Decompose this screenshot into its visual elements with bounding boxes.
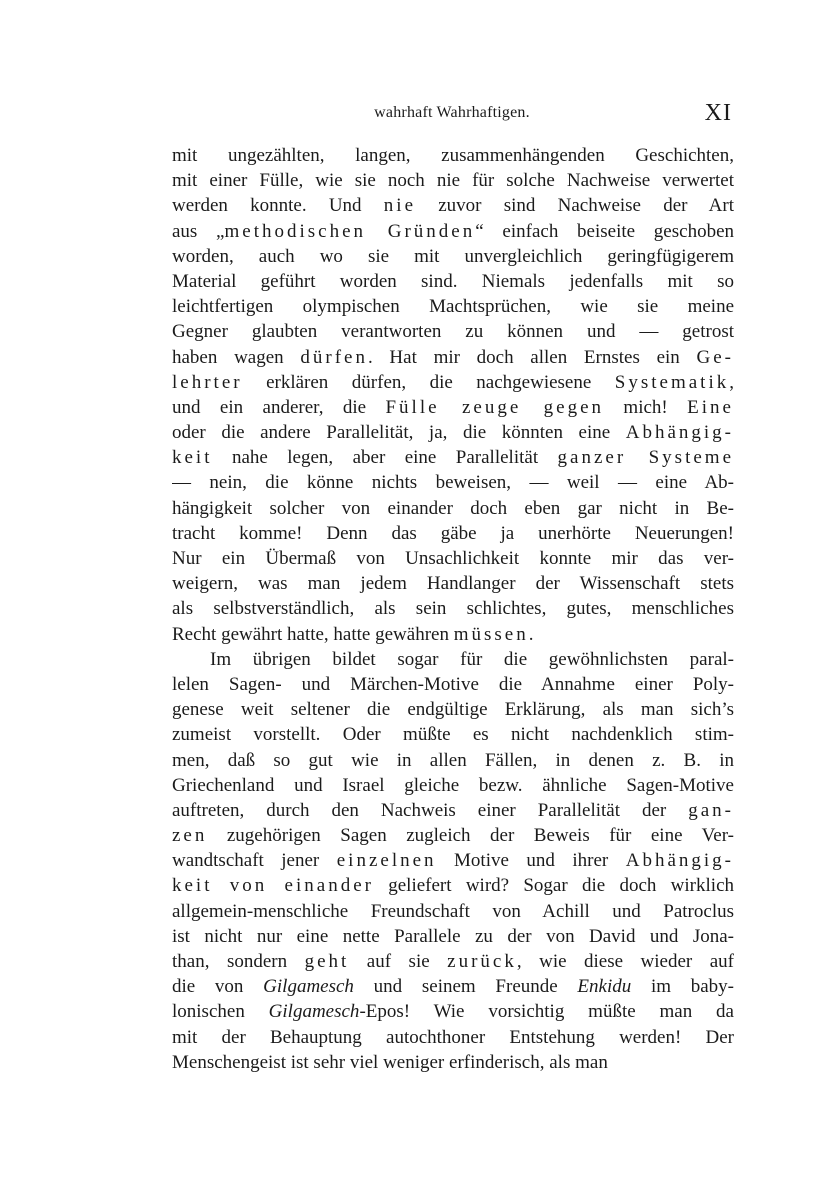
text-line bbox=[172, 873, 734, 898]
text-run: Gegner glaubten verantworten zu können und — getrost bbox=[172, 321, 734, 343]
text-run: Nur ein Übermaß von Unsachlichkeit konnte mir das ver- bbox=[172, 548, 734, 569]
text-run: wandtschaft jener bbox=[172, 850, 337, 872]
spaced-emphasis: zurück bbox=[447, 951, 517, 972]
text-run: allgemein-menschliche Freundschaft von Achill und Patroclus bbox=[172, 900, 734, 922]
text-run: zumeist vorstellt. Oder müßte es nicht nachdenklich stim- bbox=[172, 724, 734, 746]
text-line bbox=[172, 571, 734, 596]
text-line bbox=[172, 823, 734, 848]
text-run: und ein anderer, die bbox=[172, 396, 386, 418]
text-line bbox=[172, 269, 734, 294]
spaced-emphasis: zen bbox=[172, 825, 208, 847]
text-run: auf sie bbox=[349, 951, 448, 972]
text-line bbox=[172, 647, 734, 672]
text-line bbox=[172, 974, 734, 999]
spaced-emphasis: einzelnen bbox=[336, 850, 437, 872]
text-line bbox=[172, 521, 734, 546]
text-line bbox=[172, 244, 734, 269]
text-line bbox=[172, 1050, 734, 1075]
text-line bbox=[172, 596, 734, 621]
text-line bbox=[172, 798, 734, 823]
text-run: hängigkeit solcher von einander doch eben gar nicht in Be- bbox=[172, 497, 734, 519]
text-run: “ einfach beiseite geschoben bbox=[475, 220, 734, 242]
text-run: zuvor sind Nachweise der Art bbox=[416, 195, 734, 217]
text-run: men, daß so gut wie in allen Fällen, in denen z. B. in bbox=[172, 749, 734, 771]
text-run: , bbox=[729, 371, 734, 393]
text-line bbox=[172, 899, 734, 924]
text-run: than, sondern bbox=[172, 951, 305, 972]
text-run: — nein, die könne nichts beweisen, — weil — eine Ab- bbox=[172, 472, 734, 494]
text-line bbox=[172, 370, 734, 395]
text-run: genese weit seltener die endgültige Erklärung, als man sich’s bbox=[172, 699, 734, 721]
text-line bbox=[172, 722, 734, 747]
running-head bbox=[172, 100, 732, 134]
text-run: lonischen bbox=[172, 1001, 269, 1023]
spaced-emphasis: keit von einander bbox=[172, 875, 374, 897]
text-run: aus „ bbox=[172, 220, 225, 242]
text-line bbox=[172, 773, 734, 798]
paragraph bbox=[172, 143, 734, 647]
text-run: mich! bbox=[604, 396, 688, 418]
text-run: als selbstverständlich, als sein schlichtes, gutes, menschliches bbox=[172, 598, 734, 620]
spaced-emphasis: Ge- bbox=[696, 346, 734, 368]
text-line bbox=[172, 445, 734, 470]
text-run: lelen Sagen- und Märchen-Motive die Annahme einer Poly- bbox=[172, 673, 734, 695]
text-line bbox=[172, 345, 734, 370]
text-run: mit ungezählten, langen, zusammenhängenden Geschichten, bbox=[172, 145, 734, 166]
text-line bbox=[172, 949, 734, 974]
text-run: nahe legen, aber eine Parallelität bbox=[212, 447, 558, 469]
text-run: mit der Behauptung autochthoner Entstehung werden! Der bbox=[172, 1026, 734, 1048]
text-run: weigern, was man jedem Handlanger der Wissenschaft stets bbox=[172, 573, 734, 595]
text-line bbox=[172, 748, 734, 773]
text-run: Im übrigen bildet sogar für die gewöhnlichsten paral- bbox=[210, 648, 734, 670]
text-line bbox=[172, 622, 734, 647]
running-title: wahrhaft Wahrhaftigen. bbox=[374, 104, 530, 121]
spaced-emphasis: nie bbox=[383, 195, 417, 217]
italic-emphasis: Enkidu bbox=[577, 976, 632, 998]
spaced-emphasis: müssen bbox=[453, 623, 529, 645]
text-run: auftreten, durch den Nachweis einer Parallelität der bbox=[172, 799, 689, 821]
text-run: geliefert wird? Sogar die doch wirklich bbox=[373, 875, 734, 897]
spaced-emphasis: Eine bbox=[687, 396, 734, 418]
text-run: im baby- bbox=[631, 976, 734, 998]
text-line bbox=[172, 420, 734, 445]
text-run: Menschengeist ist sehr viel weniger erfinderisch, als man bbox=[172, 1051, 608, 1073]
text-run: Recht gewährt hatte, hatte gewähren bbox=[172, 623, 454, 645]
text-run: Griechenland und Israel gleiche bezw. ähnliche Sagen-Motive bbox=[172, 774, 734, 796]
text-run: haben wagen bbox=[172, 346, 301, 368]
text-line bbox=[172, 924, 734, 949]
text-line bbox=[172, 319, 734, 344]
text-line bbox=[172, 697, 734, 722]
text-line bbox=[172, 168, 734, 193]
spaced-emphasis: Systematik bbox=[614, 371, 730, 393]
spaced-emphasis: Abhängig- bbox=[625, 422, 734, 444]
text-run: . bbox=[528, 623, 534, 645]
text-run: ist nicht nur eine nette Parallele zu der von David und Jona- bbox=[172, 925, 734, 947]
text-run: Material geführt worden sind. Niemals jedenfalls mit so bbox=[172, 270, 734, 292]
text-line bbox=[172, 672, 734, 697]
text-run: werden konnte. Und bbox=[172, 195, 384, 217]
text-run: . Hat mir doch allen Ernstes ein bbox=[367, 346, 697, 368]
text-run: Motive und ihrer bbox=[436, 850, 626, 872]
text-line bbox=[172, 470, 734, 495]
text-line bbox=[172, 848, 734, 873]
text-line bbox=[172, 395, 734, 420]
spaced-emphasis: geht bbox=[304, 951, 350, 972]
text-run: oder die andere Parallelität, ja, die könnten eine bbox=[172, 422, 626, 444]
text-run: tracht komme! Denn das gäbe ja unerhörte Neuerungen! bbox=[172, 522, 734, 544]
text-run: und seinem Freunde bbox=[353, 976, 578, 998]
body-text bbox=[172, 143, 734, 1075]
text-line bbox=[172, 999, 734, 1024]
spaced-emphasis: methodischen Gründen bbox=[224, 220, 476, 242]
text-line bbox=[172, 219, 734, 244]
text-line bbox=[172, 1025, 734, 1050]
text-run: , wie diese wieder auf bbox=[516, 951, 734, 972]
text-line bbox=[172, 294, 734, 319]
text-line bbox=[172, 496, 734, 521]
spaced-emphasis: keit bbox=[172, 447, 213, 469]
text-run: mit einer Fülle, wie sie noch nie für solche Nachweise verwertet bbox=[172, 170, 734, 192]
spaced-emphasis: dürfen bbox=[300, 346, 368, 368]
text-run: -Epos! Wie vorsichtig müßte man da bbox=[359, 1001, 734, 1023]
text-run: leichtfertigen olympischen Machtsprüchen, wie sie meine bbox=[172, 296, 734, 318]
spaced-emphasis: Fülle zeuge gegen bbox=[385, 396, 605, 418]
text-line bbox=[172, 143, 734, 168]
spaced-emphasis: Abhängig- bbox=[625, 850, 734, 872]
spaced-emphasis: gan- bbox=[688, 799, 734, 821]
text-run: zugehörigen Sagen zugleich der Beweis für eine Ver- bbox=[207, 825, 734, 847]
text-line bbox=[172, 193, 734, 218]
spaced-emphasis: lehrter bbox=[172, 371, 243, 393]
text-run: worden, auch wo sie mit unvergleichlich geringfügigerem bbox=[172, 245, 734, 267]
text-run: die von bbox=[172, 976, 264, 998]
paragraph bbox=[172, 647, 734, 1075]
text-line bbox=[172, 546, 734, 571]
italic-emphasis: Gilgamesch bbox=[263, 976, 354, 998]
page-number: XI bbox=[704, 100, 732, 126]
spaced-emphasis: ganzer Systeme bbox=[557, 447, 734, 469]
italic-emphasis: Gilgamesch bbox=[268, 1001, 360, 1023]
text-run: erklären dürfen, die nachgewiesene bbox=[242, 371, 615, 393]
